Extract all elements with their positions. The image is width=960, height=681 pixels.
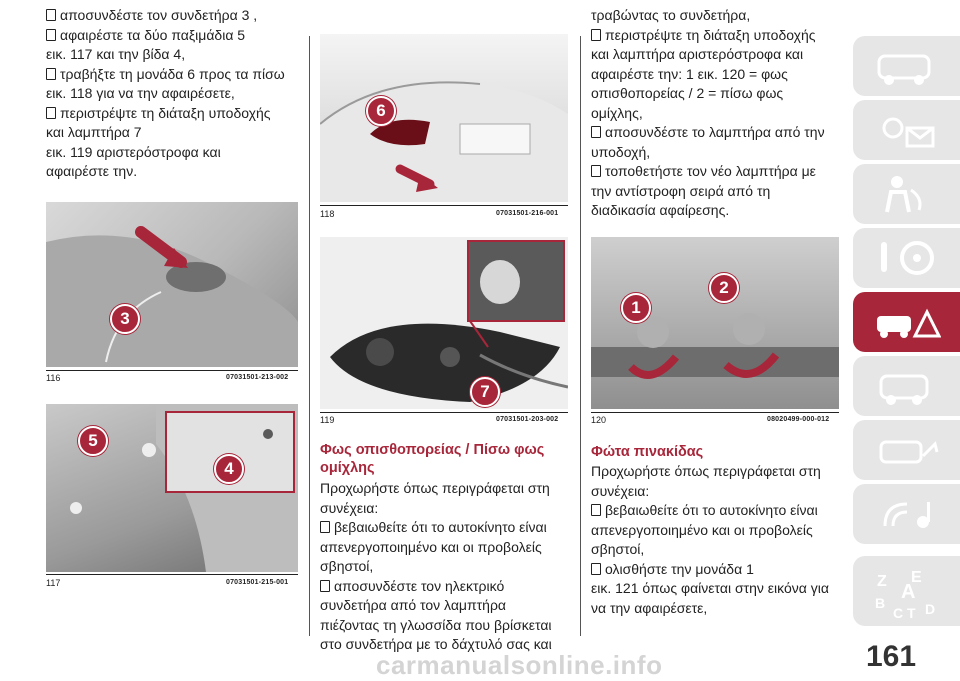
figure-caption-rule: [320, 412, 568, 413]
paragraph-line: [46, 65, 306, 85]
instruction-text: σβηστοί,: [591, 541, 645, 557]
sidebar-tab-multimedia[interactable]: [853, 484, 960, 544]
figure-116-image: [46, 202, 298, 367]
callout-badge: 7: [470, 377, 500, 407]
bullet-checkbox-icon: [591, 165, 601, 177]
bullet-checkbox-icon: [320, 521, 330, 533]
figure-code: 07031501-216-001: [496, 210, 559, 217]
instruction-text: στο συνδετήρα με το δάχτυλό σας και: [320, 636, 552, 652]
bullet-checkbox-icon: [46, 107, 56, 119]
instruction-text: και λαμπτήρα 7: [46, 124, 142, 140]
tail-lamp-assembly-illustration: [320, 237, 568, 409]
instruction-text: Προχωρήστε όπως περιγράφεται στη: [591, 463, 821, 479]
callout-badge: 4: [214, 454, 244, 484]
paragraph-line: [591, 162, 841, 182]
sidebar-tab-technical-data[interactable]: [853, 420, 960, 480]
instruction-text: αποσυνδέστε το λαμπτήρα από την: [605, 124, 825, 140]
paragraph-line: [591, 501, 841, 521]
instruction-text: ολισθήστε την μονάδα 1: [605, 560, 754, 577]
callout-badge: 1: [621, 293, 651, 323]
instruction-text: περιστρέψτε τη διάταξη υποδοχής: [605, 26, 816, 43]
bullet-checkbox-icon: [46, 68, 56, 80]
instruction-text: σβηστοί,: [320, 558, 374, 574]
paragraph-line: [591, 560, 841, 580]
paragraph-line: [591, 123, 841, 143]
paragraph-line: [46, 26, 306, 46]
figure-number: 117: [46, 578, 61, 588]
instruction-text: τοποθετήστε τον νέο λαμπτήρα με: [605, 163, 816, 179]
column-1-text: [46, 6, 306, 182]
trunk-interior-illustration: [46, 202, 298, 367]
paragraph-line: [591, 26, 841, 46]
figure-code: 07031501-213-002: [226, 374, 289, 381]
callout-badge: 2: [709, 273, 739, 303]
bulb-holders-illustration: [591, 237, 839, 409]
paragraph-line: [46, 104, 306, 124]
instruction-text: βεβαιωθείτε ότι το αυτοκίνητο είναι: [334, 519, 547, 535]
car-dashboard-icon: [871, 42, 941, 90]
instruction-text: αφαιρέστε την.: [46, 163, 138, 179]
callout-badge: 5: [78, 426, 108, 456]
column-divider: [580, 36, 581, 636]
instruction-text: τραβήξτε τη μονάδα 6 προς τα πίσω: [60, 65, 285, 82]
figure-119-image: [320, 237, 568, 409]
figure-caption-rule: [46, 574, 298, 575]
section-heading-reverse-fog-light: [320, 441, 570, 477]
section-heading-line: ομίχλης: [320, 460, 375, 476]
bullet-checkbox-icon: [46, 29, 56, 41]
bullet-checkbox-icon: [591, 29, 601, 41]
page-number: 161: [866, 640, 917, 673]
svg-text:E: E: [911, 569, 922, 586]
figure-caption-rule: [320, 205, 568, 206]
figure-number: 119: [320, 415, 335, 425]
sidebar-tab-safety[interactable]: [853, 164, 960, 224]
section-heading-line: Φως οπισθοπορείας / Πίσω φως: [320, 442, 545, 458]
column-3-text: [591, 6, 841, 221]
figure-code: 07031501-215-001: [226, 579, 289, 586]
instruction-text: συνέχεια:: [320, 499, 379, 516]
sidebar-tab-dashboard[interactable]: [853, 36, 960, 96]
instruction-text: εικ. 117 και την βίδα 4,: [46, 46, 186, 62]
bullet-checkbox-icon: [591, 504, 601, 516]
instruction-text: βεβαιωθείτε ότι το αυτοκίνητο είναι: [605, 502, 818, 518]
instruction-text: τραβώντας το συνδετήρα,: [591, 7, 751, 23]
car-rear-illustration: [320, 34, 568, 202]
figure-caption-rule: [591, 412, 839, 413]
instruction-text: υποδοχή,: [591, 143, 651, 160]
emergency-icon: [871, 298, 941, 346]
column-2-text: [320, 479, 570, 655]
instruction-text: απενεργοποιημένο και οι προβολείς: [320, 538, 542, 555]
svg-text:A: A: [901, 581, 916, 603]
instruction-text: συνέχεια:: [591, 482, 650, 499]
figure-caption-rule: [46, 370, 298, 371]
figure-118-image: [320, 34, 568, 202]
column-divider: [309, 36, 310, 636]
instruction-text: εικ. 118 για να την αφαιρέσετε,: [46, 85, 235, 101]
instruction-text: διαδικασία αφαίρεσης.: [591, 202, 730, 218]
instruction-text: πιέζοντας τη γλωσσίδα που βρίσκεται: [320, 616, 552, 633]
section-heading-license-plate-lights: Φώτα πινακίδας: [591, 444, 704, 460]
safety-seatbelt-icon: [871, 170, 941, 218]
multimedia-icon: [871, 490, 941, 538]
sidebar-tab-maintenance[interactable]: [853, 356, 960, 416]
callout-badge: 6: [366, 96, 396, 126]
instruction-text: αφαιρέστε τα δύο παξιμάδια 5: [60, 26, 246, 43]
instruction-text: αφαιρέστε την: 1 εικ. 120 = φως: [591, 65, 788, 82]
instruction-text: συνδετήρα από τον λαμπτήρα: [320, 597, 507, 613]
instruction-text: αποσυνδέστε τον συνδετήρα 3 ,: [60, 7, 258, 23]
watermark-text: carmanualsonline.info: [376, 650, 663, 680]
instruction-text: οπισθοπορείας / 2 = πίσω φως: [591, 85, 784, 101]
paragraph-line: [46, 6, 306, 26]
svg-text:Z: Z: [877, 573, 887, 590]
instruction-text: εικ. 119 αριστερόστροφα και: [46, 143, 221, 160]
paragraph-line: [320, 518, 570, 538]
figure-number: 120: [591, 415, 607, 425]
starting-driving-icon: [871, 234, 941, 282]
index-icon: [871, 562, 951, 622]
instruction-text: εικ. 121 όπως φαίνεται στην εικόνα για: [591, 580, 829, 596]
figure-117-image: [46, 404, 298, 572]
column-3-lower-text: [591, 462, 841, 618]
instruction-text: να την αφαιρέσετε,: [591, 599, 708, 616]
svg-text:T: T: [907, 605, 916, 621]
instruction-text: περιστρέψτε τη διάταξη υποδοχής: [60, 104, 271, 121]
maintenance-car-icon: [871, 362, 941, 410]
paragraph-line: [320, 577, 570, 597]
instruction-text: και λαμπτήρα αριστερόστροφα και: [591, 46, 804, 62]
instruction-text: αποσυνδέστε τον ηλεκτρικό: [334, 577, 505, 594]
figure-number: 116: [46, 373, 61, 383]
figure-code: 08020499-000-012: [767, 416, 830, 423]
instruction-text: Προχωρήστε όπως περιγράφεται στη: [320, 480, 550, 496]
svg-text:D: D: [925, 601, 936, 617]
sidebar-tab-emergency[interactable]: [853, 292, 960, 352]
instruction-text: την αντίστροφη σειρά από τη: [591, 182, 771, 199]
bullet-checkbox-icon: [591, 563, 601, 575]
warning-lights-icon: [871, 106, 941, 154]
sidebar-tab-warning-lights[interactable]: [853, 100, 960, 160]
svg-text:B: B: [875, 595, 886, 611]
sidebar-tab-starting-driving[interactable]: [853, 228, 960, 288]
bullet-checkbox-icon: [591, 126, 601, 138]
figure-120-image: [591, 237, 839, 409]
instruction-text: ομίχλης,: [591, 104, 643, 121]
svg-text:C: C: [893, 605, 904, 621]
bullet-checkbox-icon: [46, 9, 56, 21]
figure-number: 118: [320, 209, 335, 219]
technical-data-icon: [871, 426, 941, 474]
bullet-checkbox-icon: [320, 580, 330, 592]
callout-badge: 3: [110, 304, 140, 334]
instruction-text: απενεργοποιημένο και οι προβολείς: [591, 521, 813, 538]
sidebar-tab-index[interactable]: [853, 556, 960, 626]
figure-code: 07031501-203-002: [496, 416, 559, 423]
